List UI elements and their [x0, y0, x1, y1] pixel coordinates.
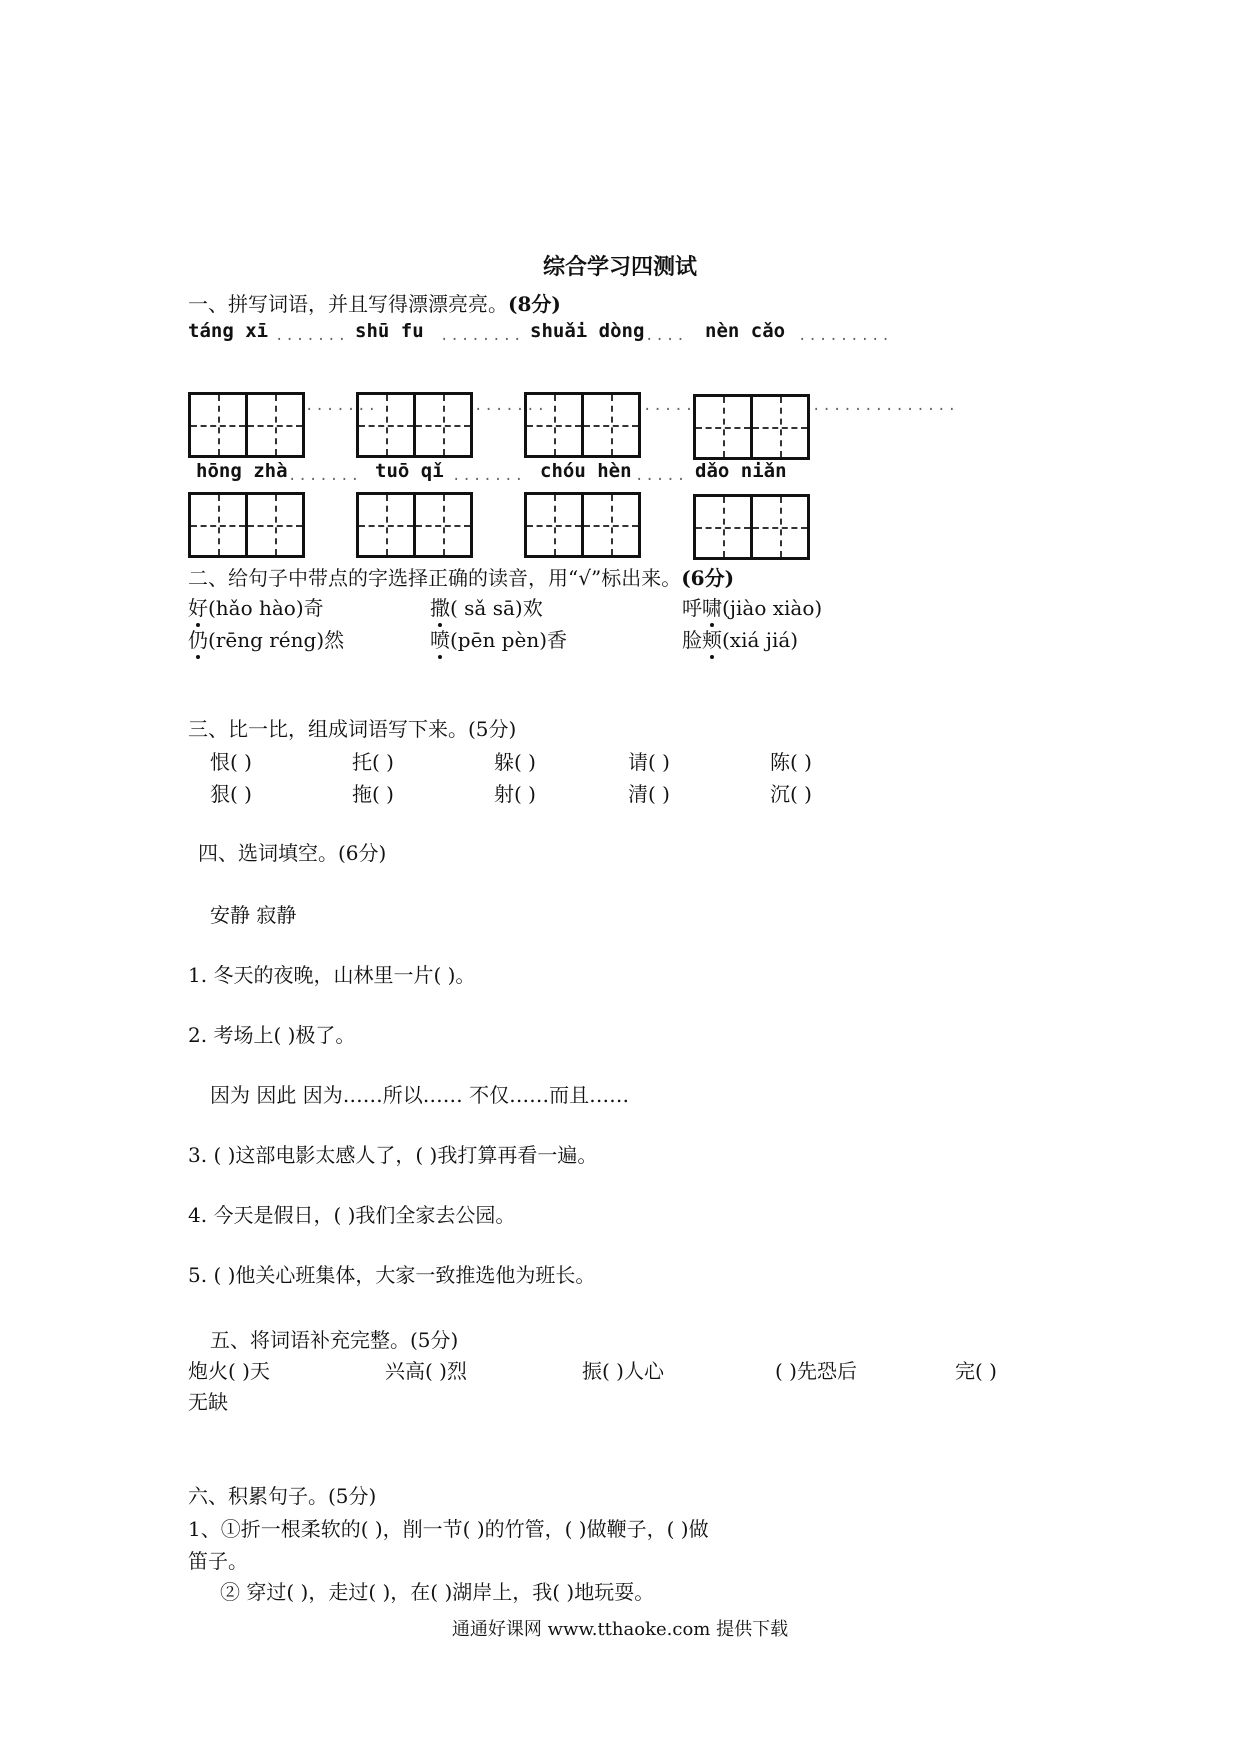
compare-item: 拖( ): [352, 782, 394, 806]
sentence-line-2: 笛子。: [188, 1549, 248, 1573]
word-choices-1: 安静 寂静: [210, 903, 297, 927]
fill-question-4: 4. 今天是假日，( )我们全家去公园。: [188, 1203, 516, 1227]
idiom-item: ( )先恐后: [775, 1359, 857, 1383]
dot-leader: ....: [645, 328, 687, 344]
compare-item: 恨( ): [210, 750, 252, 774]
fill-question-3: 3. ( )这部电影太感人了，( )我打算再看一遍。: [188, 1143, 598, 1167]
writing-grid-6[interactable]: [356, 492, 473, 558]
idiom-item: 完( ): [955, 1359, 997, 1383]
section-3-heading: 三、比一比，组成词语写下来。(5分): [188, 717, 517, 741]
section-6-heading: 六、积累句子。(5分): [188, 1484, 377, 1508]
pinyin-1: táng xī: [188, 320, 269, 342]
idiom-item: 炮火( )天: [188, 1359, 270, 1383]
writing-grid-7[interactable]: [524, 492, 641, 558]
reading-item: 喷(pēn pèn)香: [430, 628, 568, 652]
compare-item: 沉( ): [770, 782, 812, 806]
page-title: 综合学习四测试: [542, 254, 697, 280]
dot-leader: .....: [643, 398, 696, 414]
dot-leader: .......: [452, 468, 526, 484]
sentence-line-1: 1、①折一根柔软的( )，削一节( )的竹管，( )做鞭子，( )做: [188, 1517, 709, 1541]
section-2-score: (6分): [681, 566, 735, 590]
section-2-heading: [188, 562, 734, 591]
reading-item: 呼啸(jiào xiào): [682, 596, 823, 620]
reading-item: 好(hǎo hào)奇: [188, 596, 324, 620]
pinyin-2: shū fu: [355, 320, 424, 342]
reading-item: 仍(rēng réng)然: [188, 628, 345, 652]
compare-item: 射( ): [494, 782, 536, 806]
word-choices-2: 因为 因此 因为……所以…… 不仅……而且……: [210, 1083, 630, 1107]
dot-leader: .......: [474, 398, 548, 414]
compare-item: 陈( ): [770, 750, 812, 774]
fill-question-1: 1. 冬天的夜晚，山林里一片( )。: [188, 963, 476, 987]
section-4-heading: 四、选词填空。(6分): [198, 841, 387, 865]
compare-item: 请( ): [628, 750, 670, 774]
pinyin-7: chóu hèn: [540, 460, 632, 482]
compare-item: 躲( ): [494, 750, 536, 774]
sentence-line-3: ② 穿过( )，走过( )，在( )湖岸上，我( )地玩耍。: [220, 1580, 655, 1604]
compare-item: 清( ): [628, 782, 670, 806]
compare-item: 狠( ): [210, 782, 252, 806]
compare-item: 托( ): [352, 750, 394, 774]
pinyin-3: shuǎi dòng: [530, 320, 645, 342]
dot-leader: .....: [635, 468, 688, 484]
dot-leader: ..............: [812, 398, 959, 414]
section-1-score: (8分): [508, 292, 561, 316]
idiom-tail: 无缺: [188, 1390, 228, 1414]
fill-question-5: 5. ( )他关心班集体，大家一致推选他为班长。: [188, 1263, 596, 1287]
reading-item: 脸颊(xiá jiá): [682, 628, 799, 652]
idiom-item: 振( )人心: [582, 1359, 664, 1383]
writing-grid-1[interactable]: [188, 392, 305, 458]
footer-credit: 通通好课网 www.tthaoke.com 提供下载: [451, 1619, 789, 1640]
idiom-item: 兴高( )烈: [385, 1359, 467, 1383]
dot-leader: .........: [798, 328, 892, 344]
pinyin-5: hōng zhà: [196, 460, 288, 482]
pinyin-8: dǎo niǎn: [695, 460, 787, 482]
section-2-heading-text: 二、给句子中带点的字选择正确的读音，用“√”标出来。: [188, 566, 682, 590]
writing-grid-5[interactable]: [188, 492, 305, 558]
dot-leader: .......: [305, 398, 379, 414]
dot-leader: ........: [440, 328, 524, 344]
section-5-heading: 五、将词语补充完整。(5分): [210, 1328, 459, 1352]
dot-leader: .......: [275, 328, 349, 344]
writing-grid-4[interactable]: [693, 394, 810, 460]
reading-item: 撒( sǎ sā)欢: [430, 596, 543, 620]
fill-question-2: 2. 考场上( )极了。: [188, 1023, 356, 1047]
section-1-heading: [188, 288, 561, 317]
section-1-heading-text: 一、拼写词语，并且写得漂漂亮亮。: [188, 292, 508, 316]
writing-grid-8[interactable]: [693, 494, 810, 560]
pinyin-6: tuō qǐ: [375, 460, 444, 482]
pinyin-4: nèn cǎo: [705, 320, 786, 342]
dot-leader: .......: [288, 468, 362, 484]
